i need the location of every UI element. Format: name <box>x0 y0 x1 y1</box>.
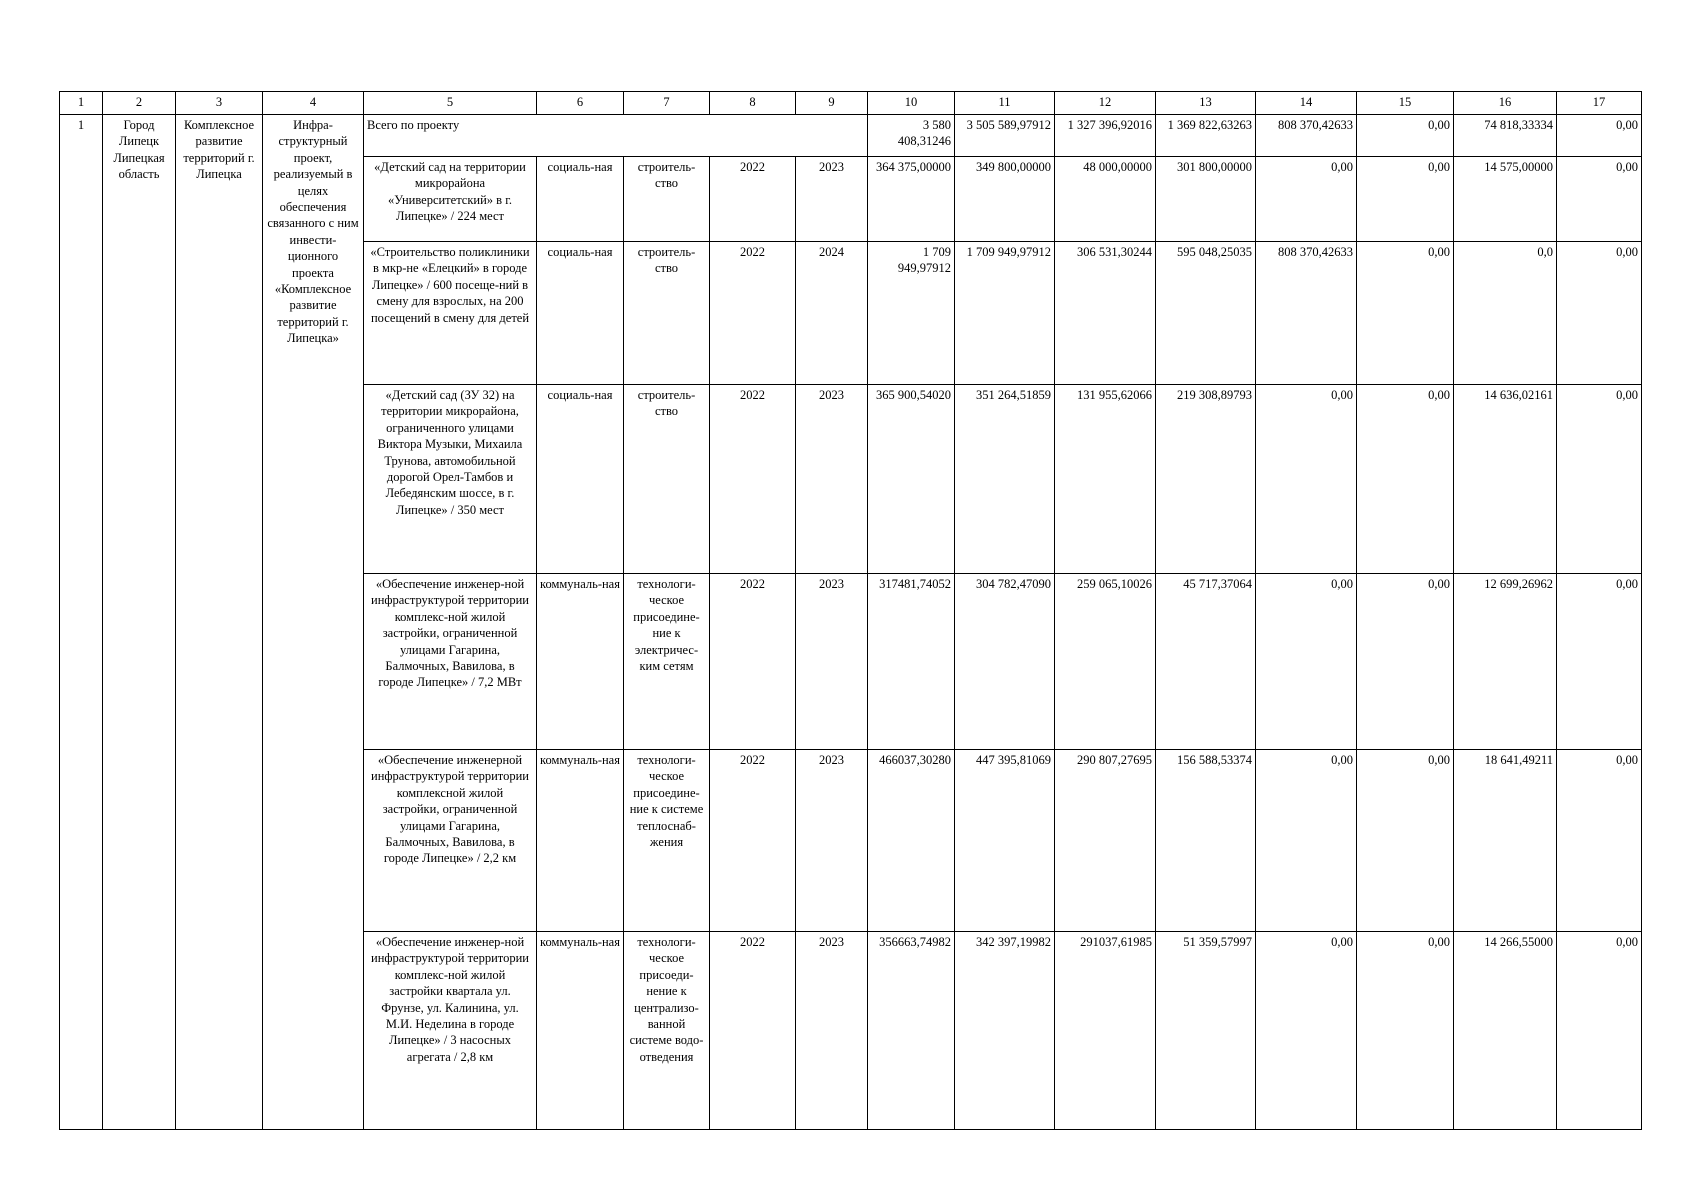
column-header: 13 <box>1156 92 1256 115</box>
value-cell-15: 0,00 <box>1357 385 1454 574</box>
value-cell-12: 290 807,27695 <box>1055 750 1156 932</box>
value-cell-10: 364 375,00000 <box>868 157 955 242</box>
value-cell-13: 219 308,89793 <box>1156 385 1256 574</box>
document-sheet <box>59 91 1642 1130</box>
value-cell-14: 0,00 <box>1256 750 1357 932</box>
value-cell-12: 306 531,30244 <box>1055 242 1156 385</box>
total-cell-15: 0,00 <box>1357 115 1454 157</box>
column-header: 14 <box>1256 92 1357 115</box>
total-cell-13: 1 369 822,63263 <box>1156 115 1256 157</box>
column-header: 16 <box>1454 92 1557 115</box>
kind-cell: строитель-ство <box>624 242 710 385</box>
kind-cell: технологи-ческое присоеди-нение к централизо-ванной системе водо-отведения <box>624 932 710 1130</box>
value-cell-11: 447 395,81069 <box>955 750 1055 932</box>
value-cell-10: 1 709 949,97912 <box>868 242 955 385</box>
column-header: 3 <box>176 92 263 115</box>
end-year-cell: 2024 <box>796 242 868 385</box>
value-cell-16: 0,0 <box>1454 242 1557 385</box>
value-cell-17: 0,00 <box>1557 157 1642 242</box>
value-cell-12: 48 000,00000 <box>1055 157 1156 242</box>
value-cell-11: 1 709 949,97912 <box>955 242 1055 385</box>
row-number-cell: 1 <box>60 115 103 1130</box>
value-cell-15: 0,00 <box>1357 574 1454 750</box>
column-header: 11 <box>955 92 1055 115</box>
object-name-cell: «Строительство поликлиники в мкр-не «Елецкий» в городе Липецке» / 600 посеще-ний в смену для взрослых, на 200 посещений в смену для детей <box>364 242 537 385</box>
column-header: 7 <box>624 92 710 115</box>
value-cell-14: 0,00 <box>1256 157 1357 242</box>
value-cell-13: 51 359,57997 <box>1156 932 1256 1130</box>
object-name-cell: «Детский сад на территории микрорайона «Университетский» в г. Липецке» / 224 мест <box>364 157 537 242</box>
total-cell-16: 74 818,33334 <box>1454 115 1557 157</box>
column-header: 10 <box>868 92 955 115</box>
value-cell-11: 342 397,19982 <box>955 932 1055 1130</box>
sphere-cell: социаль-ная <box>537 157 624 242</box>
column-header: 9 <box>796 92 868 115</box>
value-cell-16: 12 699,26962 <box>1454 574 1557 750</box>
total-label-cell: Всего по проекту <box>364 115 868 157</box>
value-cell-17: 0,00 <box>1557 750 1642 932</box>
value-cell-14: 0,00 <box>1256 574 1357 750</box>
value-cell-10: 466037,30280 <box>868 750 955 932</box>
table-row-total <box>60 115 1642 157</box>
value-cell-17: 0,00 <box>1557 385 1642 574</box>
value-cell-12: 131 955,62066 <box>1055 385 1156 574</box>
value-cell-13: 156 588,53374 <box>1156 750 1256 932</box>
column-header: 6 <box>537 92 624 115</box>
value-cell-17: 0,00 <box>1557 932 1642 1130</box>
value-cell-16: 14 266,55000 <box>1454 932 1557 1130</box>
column-header: 15 <box>1357 92 1454 115</box>
value-cell-14: 808 370,42633 <box>1256 242 1357 385</box>
value-cell-12: 291037,61985 <box>1055 932 1156 1130</box>
end-year-cell: 2023 <box>796 574 868 750</box>
sphere-cell: коммуналь-ная <box>537 574 624 750</box>
start-year-cell: 2022 <box>710 574 796 750</box>
value-cell-12: 259 065,10026 <box>1055 574 1156 750</box>
value-cell-16: 18 641,49211 <box>1454 750 1557 932</box>
column-header: 8 <box>710 92 796 115</box>
investment-projects-table <box>59 91 1642 1130</box>
start-year-cell: 2022 <box>710 932 796 1130</box>
column-header: 2 <box>103 92 176 115</box>
value-cell-10: 317481,74052 <box>868 574 955 750</box>
value-cell-11: 349 800,00000 <box>955 157 1055 242</box>
column-header: 17 <box>1557 92 1642 115</box>
start-year-cell: 2022 <box>710 385 796 574</box>
value-cell-10: 356663,74982 <box>868 932 955 1130</box>
object-name-cell: «Обеспечение инженер-ной инфраструктурой территории комплекс-ной жилой застройки, ограниченной улицами Гагарина, Балмочных, Вавилова, в городе Липецке» / 7,2 МВт <box>364 574 537 750</box>
start-year-cell: 2022 <box>710 157 796 242</box>
value-cell-11: 304 782,47090 <box>955 574 1055 750</box>
kind-cell: технологи-ческое присоедине-ние к системе теплоснаб-жения <box>624 750 710 932</box>
end-year-cell: 2023 <box>796 157 868 242</box>
value-cell-13: 301 800,00000 <box>1156 157 1256 242</box>
total-cell-12: 1 327 396,92016 <box>1055 115 1156 157</box>
column-header: 12 <box>1055 92 1156 115</box>
value-cell-17: 0,00 <box>1557 574 1642 750</box>
value-cell-15: 0,00 <box>1357 157 1454 242</box>
project-type-cell: Инфра-структурный проект, реализуемый в целях обеспечения связанного с ним инвести-ционного проекта «Комплексное развитие территорий г. Липецка» <box>263 115 364 1130</box>
kind-cell: технологи-ческое присоедине-ние к электричес-ким сетям <box>624 574 710 750</box>
value-cell-10: 365 900,54020 <box>868 385 955 574</box>
kind-cell: строитель-ство <box>624 385 710 574</box>
total-cell-17: 0,00 <box>1557 115 1642 157</box>
value-cell-17: 0,00 <box>1557 242 1642 385</box>
total-cell-14: 808 370,42633 <box>1256 115 1357 157</box>
column-header: 5 <box>364 92 537 115</box>
object-name-cell: «Обеспечение инженерной инфраструктурой территории комплексной жилой застройки, ограниченной улицами Гагарина, Балмочных, Вавилова, в городе Липецке» / 2,2 км <box>364 750 537 932</box>
value-cell-16: 14 636,02161 <box>1454 385 1557 574</box>
end-year-cell: 2023 <box>796 385 868 574</box>
end-year-cell: 2023 <box>796 750 868 932</box>
value-cell-14: 0,00 <box>1256 385 1357 574</box>
sphere-cell: коммуналь-ная <box>537 750 624 932</box>
program-cell: Комплексное развитие территорий г. Липецка <box>176 115 263 1130</box>
column-header: 4 <box>263 92 364 115</box>
total-cell-10: 3 580 408,31246 <box>868 115 955 157</box>
region-cell: Город Липецк Липецкая область <box>103 115 176 1130</box>
end-year-cell: 2023 <box>796 932 868 1130</box>
value-cell-15: 0,00 <box>1357 242 1454 385</box>
kind-cell: строитель-ство <box>624 157 710 242</box>
header-row <box>60 92 1642 115</box>
start-year-cell: 2022 <box>710 750 796 932</box>
total-cell-11: 3 505 589,97912 <box>955 115 1055 157</box>
sphere-cell: социаль-ная <box>537 242 624 385</box>
object-name-cell: «Обеспечение инженер-ной инфраструктурой территории комплекс-ной жилой застройки квартала ул. Фрунзе, ул. Калинина, ул. М.И. Неделина в городе Липецке» / 3 насосных агрегата / 2,8 км <box>364 932 537 1130</box>
value-cell-11: 351 264,51859 <box>955 385 1055 574</box>
sphere-cell: коммуналь-ная <box>537 932 624 1130</box>
sphere-cell: социаль-ная <box>537 385 624 574</box>
start-year-cell: 2022 <box>710 242 796 385</box>
value-cell-14: 0,00 <box>1256 932 1357 1130</box>
value-cell-15: 0,00 <box>1357 932 1454 1130</box>
column-header: 1 <box>60 92 103 115</box>
value-cell-13: 595 048,25035 <box>1156 242 1256 385</box>
value-cell-16: 14 575,00000 <box>1454 157 1557 242</box>
object-name-cell: «Детский сад (ЗУ 32) на территории микрорайона, ограниченного улицами Виктора Музыки, Михаила Трунова, автомобильной дорогой Орел-Тамбов и Лебедянским шоссе, в г. Липецке» / 350 мест <box>364 385 537 574</box>
value-cell-13: 45 717,37064 <box>1156 574 1256 750</box>
value-cell-15: 0,00 <box>1357 750 1454 932</box>
